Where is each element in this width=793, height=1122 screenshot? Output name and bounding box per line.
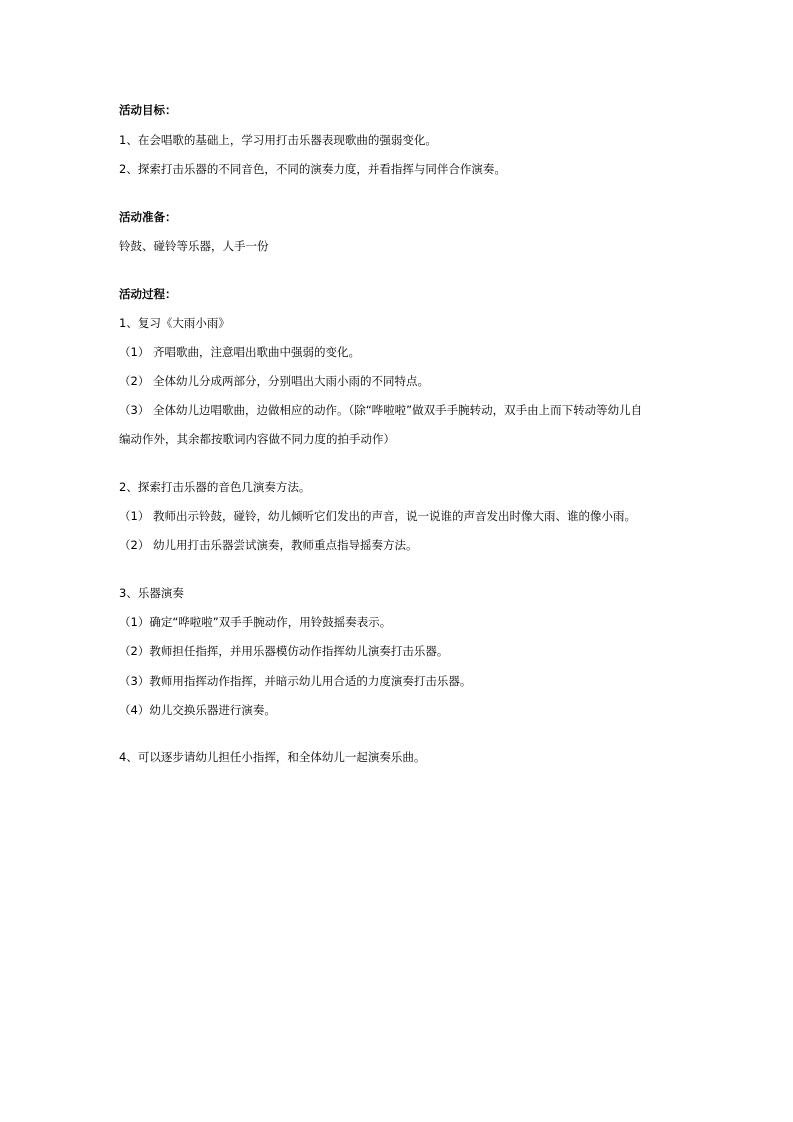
goal-item-1: 1、在会唱歌的基础上，学习用打击乐器表现歌曲的强弱变化。 [119,133,437,147]
preparation-item-1: 铃鼓、碰铃等乐器，人手一份 [119,239,269,253]
process-step-1-item-3: （3） 全体幼儿边唱歌曲，边做相应的动作。（除“哗啦啦”做双手手腕转动，双手由上而下转动等幼儿自 [119,403,643,417]
process-heading: 活动过程： [119,287,177,301]
process-step-3-title: 3、乐器演奏 [119,586,184,600]
process-step-2-title: 2、探索打击乐器的音色几演奏方法。 [119,480,311,494]
process-step-1-item-1: （1） 齐唱歌曲，注意唱出歌曲中强弱的变化。 [119,345,360,359]
goals-heading: 活动目标： [119,103,177,117]
process-step-3-item-3: （3）教师用指挥动作指挥，并暗示幼儿用合适的力度演奏打击乐器。 [119,674,472,688]
process-step-1-item-3-cont: 编动作外，其余都按歌词内容做不同力度的拍手动作） [119,432,395,446]
process-step-1-title: 1、复习《大雨小雨》 [119,316,230,330]
process-step-2-item-1: （1） 教师出示铃鼓，碰铃，幼儿倾听它们发出的声音，说一说谁的声音发出时像大雨、谁的像小雨。 [119,509,636,523]
process-step-2-item-2: （2） 幼儿用打击乐器尝试演奏，教师重点指导摇奏方法。 [119,538,418,552]
process-step-3-item-1: （1）确定“哗啦啦”双手手腕动作，用铃鼓摇奏表示。 [119,615,392,629]
process-step-4-title: 4、可以逐步请幼儿担任小指挥，和全体幼儿一起演奏乐曲。 [119,750,426,764]
preparation-heading: 活动准备： [119,210,177,224]
goal-item-2: 2、探索打击乐器的不同音色，不同的演奏力度，并看指挥与同伴合作演奏。 [119,162,506,176]
process-step-3-item-4: （4）幼儿交换乐器进行演奏。 [119,703,276,717]
process-step-3-item-2: （2）教师担任指挥，并用乐器模仿动作指挥幼儿演奏打击乐器。 [119,644,449,658]
process-step-1-item-2: （2） 全体幼儿分成两部分，分别唱出大雨小雨的不同特点。 [119,374,429,388]
